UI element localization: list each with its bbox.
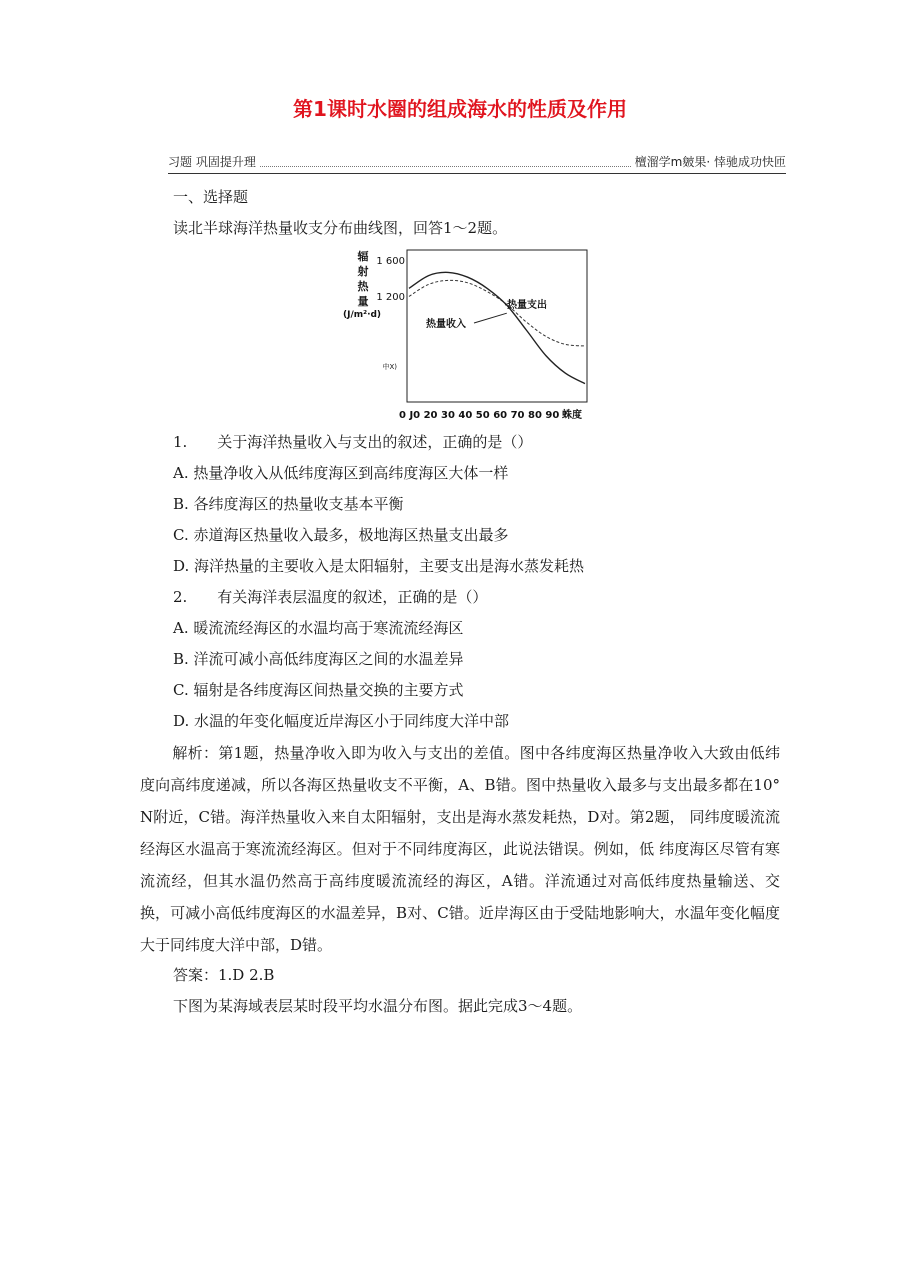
question-2-stem: 2. 有关海洋表层温度的叙述，正确的是（） (173, 588, 488, 606)
q2-option-d: D. 水温的年变化幅度近岸海区小于同纬度大洋中部 (173, 712, 510, 730)
q1-option-a: A. 热量净收入从低纬度海区到高纬度海区大体一样 (173, 464, 509, 482)
question-1-stem: 1. 关于海洋热量收入与支出的叙述，正确的是（） (173, 433, 533, 451)
answer-line: 答案：1.D 2.B (173, 966, 275, 984)
header-right: 檀溜学m皴果· 悻驰成功快匝 (634, 155, 786, 169)
y-label-char: 量 (357, 295, 369, 308)
q2-option-a: A. 暖流流经海区的水温均高于寒流流经海区 (173, 619, 464, 637)
series-line-out (409, 280, 585, 346)
q2-option-b: B. 洋流可减小高低纬度海区之间的水温差异 (173, 650, 464, 668)
header-left: 习题 巩固提升理 (168, 155, 256, 169)
label-leader-in (474, 313, 507, 323)
intro-text-1: 读北半球海洋热量收支分布曲线图，回答1〜2题。 (173, 219, 508, 237)
y-tick-label: 1 600 (376, 256, 405, 267)
header-dot-leader (260, 166, 631, 167)
y-axis-label (343, 249, 381, 320)
q1-option-b: B. 各纬度海区的热量收支基本平衡 (173, 495, 404, 513)
heat-budget-chart (335, 245, 595, 425)
q1-option-c: C. 赤道海区热量收入最多，极地海区热量支出最多 (173, 526, 509, 544)
analysis-text: 解析：第1题，热量净收入即为收入与支出的差值。图中各纬度海区热量净收入大致由低纬度向高纬度递减，所以各海区热量收支不平衡，A、B错。图中热量收入最多与支出最多都在10° N附近，C错。海洋热量收入来自太阳辐射，支出是海水蒸发耗热，D对。第2题， 同纬度暖流流经海区水温高于寒流流经海区。但对于不同纬度海区，此说法错误。例如，低 纬度海区尽管有寒流流经，但其水温仍然高于高纬度暖流流经的海区，A错。洋流通过对高低纬度热量输送、交换，可减小高低纬度海区的水温差异，B对、C错。近岸海区由于受陆地影响大，水温年变化幅度大于同纬度大洋中部，D错。 (140, 744, 780, 954)
header-bar (168, 150, 786, 174)
y-tick-label: 中X) (382, 363, 397, 371)
series-label-out: 热量支出 (507, 300, 547, 311)
section-heading: 一、选择题 (173, 188, 249, 206)
page-title: 第1课时水圈的组成海水的性质及作用 (293, 97, 627, 121)
y-label-char: 辐 (357, 250, 369, 263)
intro-text-2: 下图为某海域表层某时段平均水温分布图。据此完成3〜4题。 (173, 997, 583, 1015)
q2-option-c: C. 辐射是各纬度海区间热量交换的主要方式 (173, 681, 464, 699)
y-label-char: 射 (357, 265, 369, 278)
x-tick-labels: 0 J0 20 30 40 50 60 70 80 90 (399, 410, 560, 421)
q1-option-d: D. 海洋热量的主要收入是太阳辐射，主要支出是海水蒸发耗热 (173, 557, 585, 575)
y-tick-label: 1 200 (376, 292, 405, 303)
series-label-in: 热量收入 (426, 319, 466, 330)
x-axis-unit: 蛛度 (562, 410, 582, 421)
y-unit: (J/m²·d) (343, 310, 382, 320)
analysis-paragraph (140, 737, 780, 961)
y-label-char: 热 (357, 280, 369, 293)
